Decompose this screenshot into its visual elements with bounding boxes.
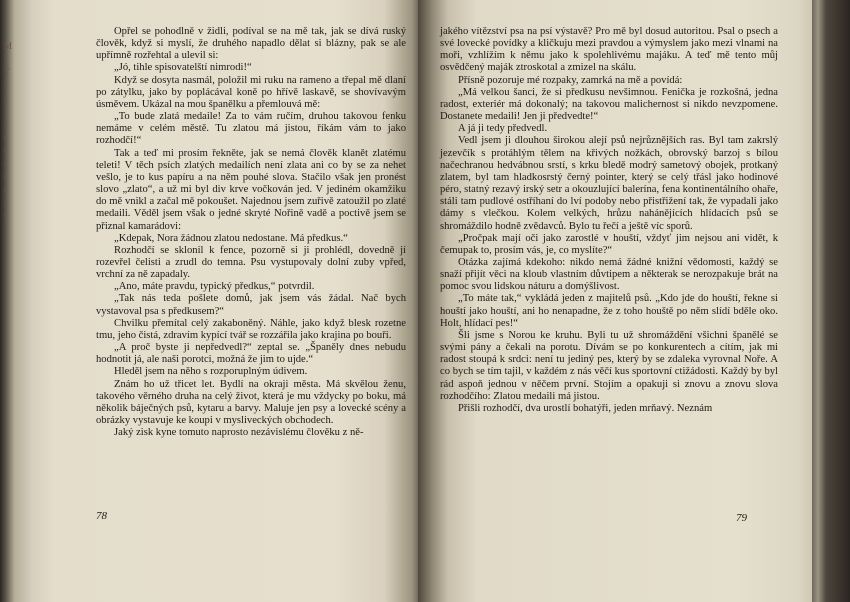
margin-mark: r	[4, 184, 7, 194]
margin-mark: r	[4, 132, 7, 142]
paragraph: Znám ho už třicet let. Bydlí na okraji města. Má skvělou ženu, takového věrného druha na celý život, která je mu vždycky po boku, má několik báječných psů, kytaru a barvy. Maluje jen psy a lovecké scény a obrázky vystavuje ke koupi v mysliveckých obchodech.	[96, 378, 406, 426]
paragraph: Tak a teď mi prosím řekněte, jak se nemá člověk klanět zlatému teleti! V těch psích zlatých medailích není zlata ani co by se za nehet vešlo, je to kus papíru a na něm pouhé slova. Stačilo však jen pronést slovo „zlato“, a už mi byl div krve vočkován jed. V jediném okamžiku do mě vnikl a začal mě pokoušet. Najednou jsem zuřivě zatoužil po zlaté medaili. Věděl jsem však o jedné skryté Nořině vadě a poctivě jsem se přiznal kamarádovi:	[96, 147, 406, 232]
paragraph: Když se dosyta nasmál, položil mi ruku na rameno a třepal mě dlaní po zátylku, jako by poplácával koně po hřívě laskavě, se shovívavým úsměvem. Ukázal na mou španělku a přemlouvá mě:	[96, 74, 406, 110]
right-page	[418, 0, 813, 602]
margin-mark: T	[4, 67, 10, 77]
left-page	[14, 0, 419, 602]
margin-mark: l	[4, 54, 7, 64]
paragraph: „Kdepak, Nora žádnou zlatou nedostane. Má předkus.“	[114, 232, 348, 244]
margin-mark: i	[4, 106, 7, 116]
margin-mark: r	[4, 93, 7, 103]
margin-mark: i	[4, 80, 7, 90]
paragraph: A já ji tedy předvedl.	[458, 123, 548, 135]
book-edge-right	[812, 0, 850, 602]
margin-mark: M	[4, 41, 13, 51]
margin-mark: t	[4, 119, 7, 129]
paragraph: „Jó, tihle spisovatelští nimrodi!“	[114, 62, 252, 74]
paragraph: „Má velkou šanci, že si předkusu nevšimnou. Fenička je rozkošná, jedna radost, exteriér má dokonalý; na takovou malichernost si nikdo nevzpomene. Dostanete medaili! Jen ji předvedte!“	[440, 86, 778, 123]
paragraph: Opřel se pohodlně v židli, podíval se na mě tak, jak se dívá ruský člověk, když si myslí, že druhého napadlo dělat si blázny, pak se ale upřímně rozřehtal a ulevil si:	[96, 26, 406, 62]
margin-mark: r	[4, 158, 7, 168]
paragraph: „A proč byste ji nepředvedl?“ zeptal se. „Španěly dnes nebudu hodnotit já, ale naši porotci, možná že jim to ujde.“	[96, 342, 406, 366]
left-page-text	[96, 26, 406, 439]
paragraph: Chvilku přemítal celý zakaboněný. Náhle, jako když blesk rozetne tmu, jeho čistá, zdravím kypící tvář se rozzářila jako krajina po bouři.	[96, 317, 406, 341]
margin-mark: t	[4, 145, 7, 155]
margin-mark: t	[4, 171, 7, 181]
paragraph: „To bude zlatá medaile! Za to vám ručím, druhou takovou fenku nemáme v celém městě. Tu zlatou má jistou, říkám vám to jako rozhodčí!“	[96, 111, 406, 147]
left-page-number: 78	[96, 510, 107, 522]
right-page-text	[440, 26, 778, 415]
paragraph: „To máte tak,“ vykládá jeden z majitelů psů. „Kdo jde do houští, řekne si houští jako houští, ani ho nenapadne, že z toho houště po něm slídí bděle oko. Holt, hlídací pes!“	[440, 293, 778, 329]
paragraph: Rozhodčí se sklonil k fence, pozorně si ji prohlédl, dovedně jí rozevřel čelisti a zrudl do temna. Psu vystupovaly dolní zuby vpřed, vrchní za ně zapadaly.	[96, 244, 406, 281]
margin-mark: t	[4, 210, 7, 220]
right-page-number: 79	[736, 512, 747, 524]
paragraph: „Tak nás teda pošlete domů, jak jsem vás žádal. Nač bych vystavoval psa s předkusem?“	[96, 293, 406, 317]
paragraph: jakého vítězství psa na psí výstavě? Pro mě byl dosud autoritou. Psal o psech a své lovecké povídky a kličkuju mezi pravdou a výmyslem jako mezi vlnami na moři, vzhlížím k němu jako k spolehlivému majáku. A teď mě tento můj osvědčený maják ztroskotal a zmizel na skálu.	[440, 26, 778, 74]
paragraph: Vedl jsem ji dlouhou širokou alejí psů nejrůznějších ras. Byl tam zakrslý jezevčík s protáhlým tělem na křivých nožkách, obrovský barzoj s bílou načechranou hedvábnou srstí, s krku bledě modrý sametový obojek, protkaný zlatem, byl tam hladkosrstý černý pointer, který se celý třásl jako hodinové péro, statný rezavý irský setr a okouzlující balerína, fena kontinentálního ohaře, stáli tam pudlové ostříhaní do lví podoby nebo přistřižení tak, že vypadali jako dámy s vlečkou. Kolem velkých, hrůzu nahánějících hlídacích psů se shromáždilo hodně zvědavců. Bylo tu řečí a ještě víc sporů.	[440, 135, 778, 232]
paragraph: Otázka zajímá kdekoho: nikdo nemá žádné knižní vědomosti, každý se snaží přijít věci na kloub vlastním důvtipem a některak se nerozpakuje brát na pomoc svou lidskou náturu a domýšlivost.	[440, 256, 778, 293]
margin-mark: r	[4, 197, 7, 207]
paragraph: Přišli rozhodčí, dva urostlí bohatýři, jeden mrňavý. Neznám	[458, 402, 713, 414]
paragraph: „Pročpak mají oči jako zarostlé v houští, vždyť jim nejsou ani vidět, k čemupak to, prosím vás, je, co myslíte?“	[440, 232, 778, 256]
paragraph: Šli jsme s Norou ke kruhu. Byli tu už shromáždění všichni španělé se svými pány a čekali na porotu. Dívám se po konkurentech a cítím, jak mi radost stoupá k srdci: není tu jediný pes, který by se zdaleka vyrovnal Noře. A co bych se tím tajil, v každém z nás věčí kus sportovní ctižádosti. Každý by byl rád aspoň jednou v něčem první. Stojím a opakuji si znovu a znovu slova rozhodčího: Zlatou medaili má jistou.	[440, 329, 778, 402]
paragraph: Jaký zisk kyne tomuto naprosto nezávislému člověku z ně-	[114, 427, 364, 439]
paragraph: Hleděl jsem na něho s rozporuplným údivem.	[114, 366, 308, 378]
paragraph: „Ano, máte pravdu, typický předkus,“ potvrdil.	[114, 281, 315, 293]
paragraph: Přísně pozoruje mé rozpaky, zamrká na mě a povídá:	[458, 74, 683, 86]
